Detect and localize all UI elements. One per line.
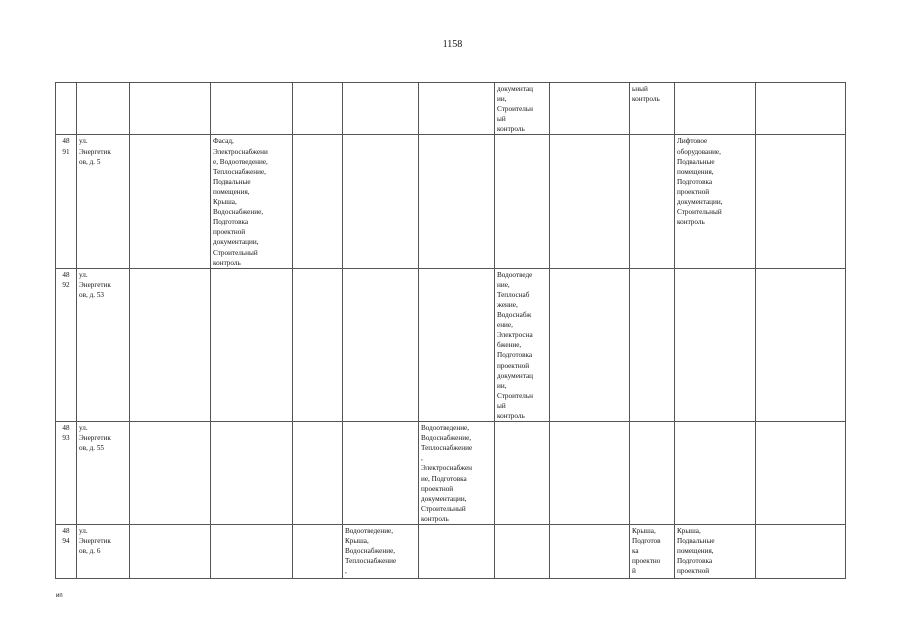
work-cell (343, 422, 419, 525)
work-cell-text: Водоотведе ние, Теплоснаб жение, Водоснабж ение, Электросна бжение, Подготовка проектной документац ии, Строительн ый контроль (497, 270, 534, 420)
work-cell (343, 83, 419, 135)
works-schedule-table (55, 82, 846, 579)
address-cell (77, 525, 130, 579)
work-cell (756, 135, 846, 268)
work-cell (675, 268, 756, 421)
work-cell (630, 268, 675, 421)
work-cell-text: документац ии, Строительн ый контроль (497, 85, 534, 134)
work-cell (675, 422, 756, 525)
work-cell (419, 83, 495, 135)
work-cell (130, 422, 211, 525)
work-cell (419, 135, 495, 268)
work-cell-text: Фасад, Электроснабжени е, Водоотведение, Теплоснабжение, Подвальные помещения, Крыша, Водоснабжение, Подготовка проектной документации, Строительный контроль (213, 137, 268, 267)
work-cell (550, 422, 630, 525)
work-cell-text: Крыша, Подвальные помещения, Подготовка проектной (677, 527, 715, 576)
work-cell-text: Водоотведение, Крыша, Водоснабжение, Теплоснабжение , (345, 527, 397, 576)
table-row (56, 135, 846, 268)
row-number-cell (56, 525, 77, 579)
work-cell (550, 135, 630, 268)
address-cell-text: ул. Энергетик ов, д. 6 (79, 527, 111, 556)
work-cell (130, 135, 211, 268)
row-number-cell-text: 48 91 (62, 137, 70, 156)
footer-mark: ип (56, 593, 63, 599)
work-cell (495, 525, 550, 579)
row-number-cell-text: 48 92 (62, 270, 70, 289)
work-cell (550, 83, 630, 135)
work-cell (293, 268, 343, 421)
work-cell (495, 83, 550, 135)
work-cell (130, 268, 211, 421)
work-cell (630, 83, 675, 135)
work-cell (495, 422, 550, 525)
work-cell-text: Водоотведение, Водоснабжение, Теплоснабжение , Электроснабжен ие, Подготовка проектной документации, Строительный контроль (421, 424, 473, 523)
work-cell (756, 525, 846, 579)
address-cell-text: ул. Энергетик ов, д. 55 (79, 424, 111, 453)
work-cell-text: Крыша, Подготов ка проектно й (632, 527, 661, 576)
work-cell (419, 268, 495, 421)
table-row (56, 83, 846, 135)
table-row (56, 422, 846, 525)
table-row (56, 268, 846, 421)
work-cell (211, 268, 293, 421)
work-cell (211, 135, 293, 268)
work-cell (495, 135, 550, 268)
address-cell (77, 135, 130, 268)
row-number-cell (56, 268, 77, 421)
row-number-cell (56, 135, 77, 268)
work-cell (130, 83, 211, 135)
work-cell (630, 525, 675, 579)
work-cell (756, 83, 846, 135)
address-cell-text: ул. Энергетик ов, д. 53 (79, 270, 111, 299)
work-cell (211, 422, 293, 525)
work-cell (419, 422, 495, 525)
work-cell (675, 83, 756, 135)
work-cell (343, 268, 419, 421)
work-cell (550, 268, 630, 421)
work-cell (130, 525, 211, 579)
work-cell (211, 83, 293, 135)
table-row (56, 525, 846, 579)
work-cell (630, 135, 675, 268)
work-cell (343, 135, 419, 268)
work-cell (293, 525, 343, 579)
work-cell-text: Лифтовое оборудование, Подвальные помещения, Подготовка проектной документации, Строительный контроль (677, 137, 723, 227)
row-number-cell-text: 48 93 (62, 424, 70, 443)
row-number-cell (56, 422, 77, 525)
address-cell (77, 268, 130, 421)
work-cell (675, 135, 756, 268)
work-cell (343, 525, 419, 579)
work-cell-text: ьный контроль (632, 85, 660, 104)
work-cell (211, 525, 293, 579)
row-number-cell-text: 48 94 (62, 527, 70, 546)
work-cell (630, 422, 675, 525)
work-cell (293, 135, 343, 268)
work-cell (675, 525, 756, 579)
work-cell (495, 268, 550, 421)
address-cell (77, 83, 130, 135)
row-number-cell (56, 83, 77, 135)
address-cell-text: ул. Энергетик ов, д. 5 (79, 137, 111, 166)
work-cell (756, 268, 846, 421)
work-cell (293, 83, 343, 135)
page-number: 1158 (442, 39, 463, 50)
work-cell (419, 525, 495, 579)
address-cell (77, 422, 130, 525)
work-cell (293, 422, 343, 525)
work-cell (550, 525, 630, 579)
work-cell (756, 422, 846, 525)
